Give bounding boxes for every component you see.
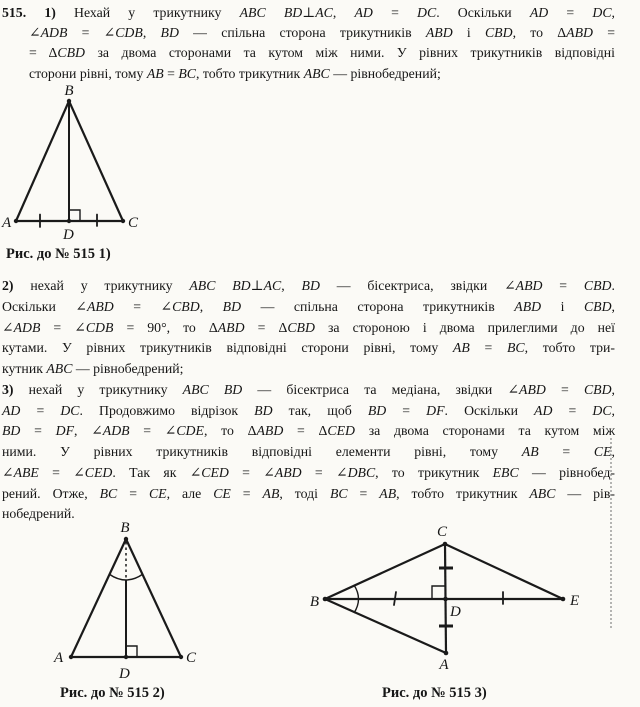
line-text: сторони рівні, тому AB = BC, тобто трикутник ABC — рівнобедрений;: [29, 65, 441, 81]
line-text: кутами. У рівних трикутників відповідні сторони рівні, тому AB = BC, тобто три-: [2, 340, 615, 356]
line-text: нобедрений.: [2, 506, 75, 522]
solution-part-1: [2, 3, 615, 84]
side-bc: [325, 544, 445, 599]
line-text: = ΔCBD за двома сторонами та кутом між ними. У рівних трикутників відповідні: [29, 45, 615, 61]
line-text: нехай у трикутнику ABC BD — бісектриса та медіана, звідки ∠ABD = CBD,: [28, 382, 615, 397]
figure-515-2-caption: Рис. до № 515 2): [60, 685, 165, 701]
line-text: ∠ADB = ∠CDB, BD — спільна сторона трикутників ABD і CBD, то ΔABD =: [29, 25, 615, 41]
side-ab: [16, 101, 69, 221]
vertex-label-b: B: [64, 83, 74, 99]
side-ba: [325, 599, 446, 653]
solution-part-2: [2, 276, 615, 380]
vertex-dot-e: [561, 597, 566, 602]
text-line: [2, 380, 615, 401]
page-edge-dotted-line: [610, 438, 612, 628]
text-line: [2, 463, 615, 484]
vertex-label-b: B: [120, 520, 130, 536]
side-ab: [71, 539, 126, 657]
vertex-label-d: D: [63, 227, 74, 243]
right-angle-mark: [69, 210, 80, 221]
vertex-dot-d: [443, 597, 448, 602]
text-line: [2, 421, 615, 442]
text-line: [2, 401, 615, 422]
vertex-dot-d: [67, 219, 71, 223]
vertex-dot-b: [323, 597, 328, 602]
vertex-dot-c: [121, 219, 125, 223]
figure-515-3-diagram: [295, 520, 617, 672]
text-line: [2, 276, 615, 297]
right-angle-mark: [432, 586, 445, 599]
vertex-label-a: A: [439, 657, 449, 672]
side-bc: [126, 539, 181, 657]
part-2-number: 2): [2, 278, 14, 293]
text-line: [2, 23, 615, 43]
vertex-dot-a: [69, 655, 73, 659]
line-text: нехай у трикутнику ABC BD⊥AC, BD — бісектриса, звідки ∠ABD = CBD.: [30, 278, 615, 293]
line-text: BD = DF, ∠ADB = ∠CDE, то ΔABD = ΔCED за двома сторонами та кутом між: [2, 423, 615, 439]
part-3-number: 3): [2, 382, 14, 397]
text-line: [2, 442, 615, 463]
figure-515-2-diagram: [40, 518, 210, 686]
vertex-label-d: D: [450, 604, 461, 620]
line-text: AD = DC. Продовжимо відрізок BD так, щоб BD = DF. Оскільки AD = DC,: [2, 402, 615, 418]
figure-515-1-caption: Рис. до № 515 1): [6, 246, 111, 262]
text-line: [2, 359, 615, 380]
line-text: ∠ABE = ∠CED. Так як ∠CED = ∠ABD = ∠DBC, то трикутник EBC — рівнобед-: [2, 464, 615, 480]
side-bc: [69, 101, 123, 221]
text-line: [2, 43, 615, 63]
vertex-label-d: D: [119, 666, 130, 682]
line-text: ними. У рівних трикутників відповідні елементи рівні, тому AB = CE,: [2, 444, 615, 460]
line-text: рений. Отже, BC = CE, але CE = AB, тоді BC = AB, тобто трикутник ABC — рів-: [2, 485, 615, 501]
vertex-dot-a: [14, 219, 18, 223]
vertex-label-c: C: [436, 524, 448, 540]
figure-515-3-caption: Рис. до № 515 3): [382, 685, 487, 701]
vertex-dot-a: [444, 651, 449, 656]
vertex-label-a: A: [2, 215, 12, 231]
problem-number: 515.: [2, 5, 27, 20]
figure-515-1-diagram: [0, 80, 150, 248]
vertex-dot-c: [179, 655, 183, 659]
vertex-dot-b: [124, 537, 128, 541]
line-text: Оскільки ∠ABD = ∠CBD, BD — спільна сторона трикутників ABD і CBD,: [2, 298, 615, 314]
vertex-dot-d: [124, 655, 128, 659]
vertex-label-c: C: [128, 215, 139, 231]
line-text: кутник ABC — рівнобедрений;: [2, 361, 184, 377]
text-line: [2, 297, 615, 318]
vertex-dot-b: [67, 99, 71, 103]
text-line: [2, 338, 615, 359]
line-text: Нехай у трикутнику ABC BD⊥AC, AD = DC. Оскільки AD = DC,: [74, 5, 615, 20]
vertex-label-e: E: [570, 593, 580, 609]
vertex-label-c: C: [186, 650, 197, 666]
line-text: ∠ADB = ∠CDB = 90°, то ΔABD = ΔCBD за стороною і двома прилеглими до неї: [2, 319, 615, 335]
vertex-label-b: B: [309, 594, 319, 610]
right-angle-mark: [126, 646, 137, 657]
text-line: [2, 318, 615, 339]
tick-bd: [394, 592, 396, 605]
vertex-dot-c: [443, 542, 448, 547]
solution-part-3: [2, 380, 615, 525]
part-1-number: 1): [44, 5, 56, 20]
vertex-label-a: A: [54, 650, 64, 666]
text-line: [2, 3, 615, 23]
segment-ce: [445, 544, 563, 599]
text-line: [2, 484, 615, 505]
